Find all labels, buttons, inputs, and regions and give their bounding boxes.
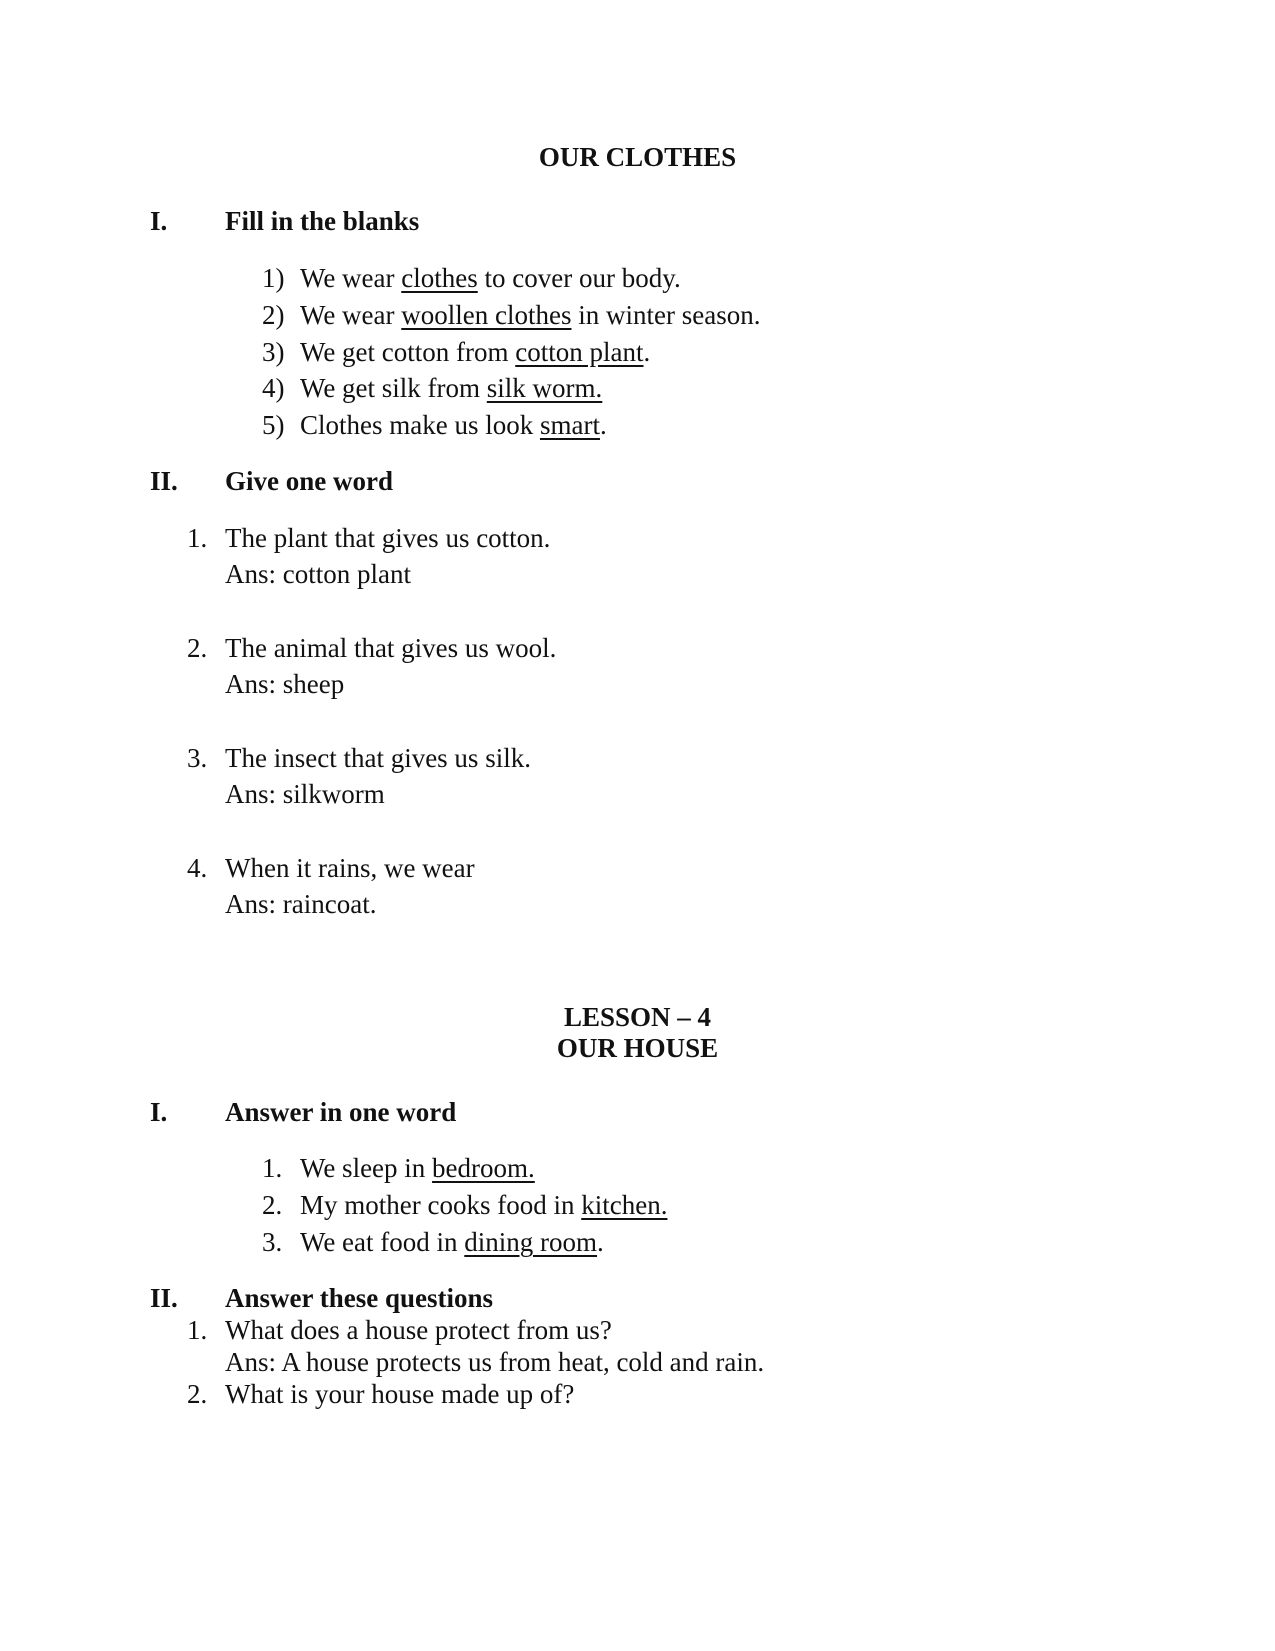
answer-blank: cotton plant — [515, 337, 644, 367]
question-text: The insect that gives us silk. — [225, 743, 531, 773]
section-heading: Answer these questions — [225, 1283, 494, 1313]
section-heading: Answer in one word — [225, 1097, 457, 1127]
item-number: 2. — [262, 1190, 283, 1220]
answer-blank: woollen clothes — [401, 300, 572, 330]
item-number: 2) — [262, 300, 285, 330]
item-number: 2. — [187, 1379, 208, 1409]
item-number: 4) — [262, 373, 285, 403]
section-numeral: I. — [150, 1097, 168, 1127]
answer-blank: clothes — [401, 263, 478, 293]
list-item: We sleep in bedroom. — [300, 1153, 535, 1183]
list-item: We wear woollen clothes in winter season. — [300, 300, 761, 330]
item-number: 3. — [187, 743, 208, 773]
item-number: 4. — [187, 853, 208, 883]
answer-text: Ans: silkworm — [225, 779, 385, 809]
item-number: 2. — [187, 633, 208, 663]
answer-blank: dining room — [464, 1227, 598, 1257]
page-title: OUR CLOTHES — [538, 142, 737, 172]
list-item: Clothes make us look smart. — [300, 410, 607, 440]
section-heading: Fill in the blanks — [225, 206, 420, 236]
list-item: My mother cooks food in kitchen. — [300, 1190, 668, 1220]
answer-blank: silk worm. — [486, 373, 603, 403]
question-text: What does a house protect from us? — [225, 1315, 612, 1345]
answer-blank: kitchen. — [581, 1190, 668, 1220]
list-item: We eat food in dining room. — [300, 1227, 604, 1257]
question-text: What is your house made up of? — [225, 1379, 575, 1409]
answer-blank: bedroom. — [432, 1153, 535, 1183]
item-number: 1. — [187, 1315, 208, 1345]
section-numeral: II. — [150, 1283, 178, 1313]
section-heading: Give one word — [225, 466, 393, 496]
item-number: 1) — [262, 263, 285, 293]
section-numeral: I. — [150, 206, 168, 236]
answer-text: Ans: raincoat. — [225, 889, 377, 919]
list-item: We wear clothes to cover our body. — [300, 263, 681, 293]
list-item: We get cotton from cotton plant. — [300, 337, 651, 367]
section-numeral: II. — [150, 466, 178, 496]
item-number: 3. — [262, 1227, 283, 1257]
item-number: 5) — [262, 410, 285, 440]
answer-text: Ans: A house protects us from heat, cold and rain. — [225, 1347, 765, 1377]
item-number: 1. — [187, 523, 208, 553]
answer-blank: smart — [539, 410, 600, 440]
question-text: The plant that gives us cotton. — [225, 523, 551, 553]
answer-text: Ans: cotton plant — [225, 559, 411, 589]
item-number: 3) — [262, 337, 285, 367]
lesson-title: OUR HOUSE — [556, 1033, 719, 1063]
lesson-label: LESSON – 4 — [563, 1002, 712, 1032]
list-item: We get silk from silk worm. — [300, 373, 603, 403]
question-text: The animal that gives us wool. — [225, 633, 557, 663]
item-number: 1. — [262, 1153, 283, 1183]
answer-text: Ans: sheep — [225, 669, 345, 699]
question-text: When it rains, we wear — [225, 853, 475, 883]
